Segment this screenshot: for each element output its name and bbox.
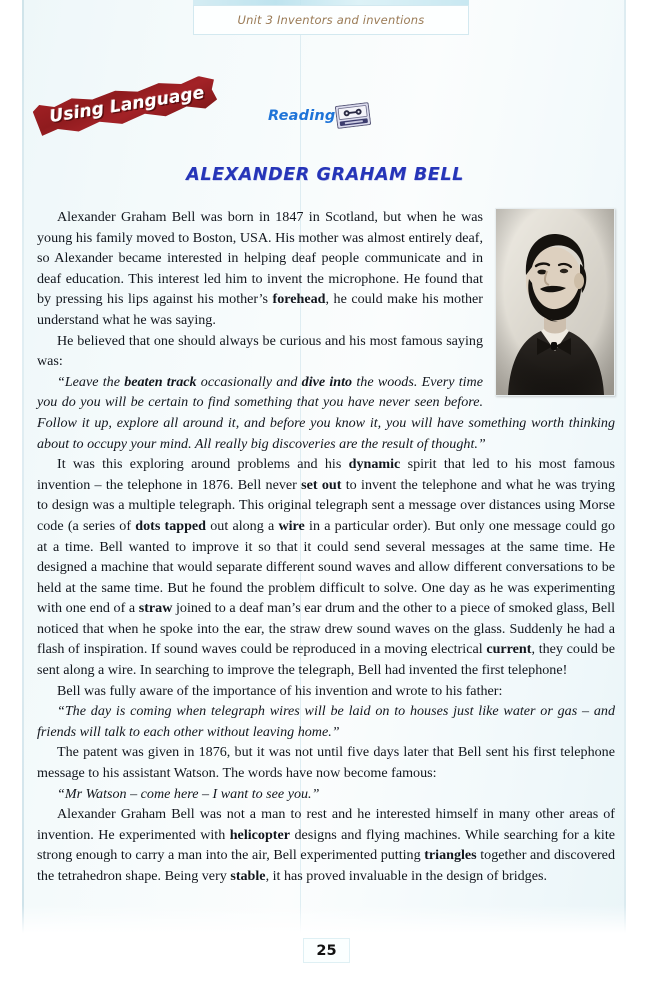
p6-text-c: together and discovered the tetrahedron shape. Being very	[37, 847, 615, 884]
paragraph-6	[37, 804, 615, 886]
paragraph-4: Bell was fully aware of the importance of his invention and wrote to his father:	[57, 682, 503, 699]
page-right-edge	[624, 0, 626, 935]
page-title: ALEXANDER GRAHAM BELL	[186, 165, 464, 185]
p3-bold-dots-tapped: dots tapped	[135, 517, 207, 534]
p3-bold-straw: straw	[138, 600, 173, 617]
banner-label: Using Language	[48, 82, 206, 128]
page-left-edge	[22, 0, 24, 935]
using-language-banner	[33, 82, 217, 130]
p6-text-b: designs and flying machines. While searching for a kite strong enough to carry a man into the air, Bell experimented putting	[37, 826, 616, 864]
p3-text-f: joined to a deaf man’s ear drum and the other to a piece of smoked glass, Bell noticed that when he spoke into the ear, the straw drew sound waves on the glass. Suddenly he had a flash of inspiration. If sound waves could be reproduced in a moving electrical	[37, 600, 616, 658]
alexander-graham-bell-portrait	[495, 208, 615, 396]
paragraph-2: He believed that one should always be curious and his most famous saying was:	[37, 332, 483, 370]
p3-text-d: out along a	[206, 517, 279, 534]
q1-text-b: occasionally and	[196, 373, 302, 390]
p3-text-a: It was this exploring around problems and his	[57, 456, 349, 473]
p3-bold-set-out: set out	[301, 476, 342, 493]
p6-text-d: , it has proved invaluable in the design of bridges.	[265, 868, 547, 884]
page-number-box	[303, 938, 350, 963]
p3-text-c: to invent the telephone and what he was trying to design was a multiple telegraph. This original telegraph sent a message over distances using Morse code (a series of	[37, 476, 615, 534]
article-body	[37, 207, 615, 887]
p1-text-a: Alexander Graham Bell was born in 1847 in Scotland, but when he was young his family moved to Boston, USA. His mother was almost entirely deaf, so Alexander became interested in helping deaf people communicate and in deaf education. This interest led him to invent the microphone. He found that by pressing his lips against his mother’s	[37, 209, 483, 308]
q1-text-a: “Leave the	[57, 373, 125, 390]
page-number: 25	[316, 942, 337, 959]
reading-section-label: Reading	[268, 108, 336, 124]
p3-text-b: spirit that led to his most famous invention – the telephone in 1876. Bell never	[37, 456, 615, 493]
p3-text-g: , they could be sent along a wire. In searching to improve the telegraph, Bell had invented the first telephone!	[37, 641, 615, 679]
q1-bold-beaten-track: beaten track	[124, 373, 197, 390]
q1-text-c: the woods. Every time you do you will be certain to find something that you have never seen before. Follow it up, explore all around it, and before you know it, you will have something worth thinking about to occupy your mind. All really big discoveries are the result of thought.”	[37, 373, 615, 452]
unit-header-box	[193, 5, 469, 35]
paragraph-5: The patent was given in 1876, but it was not until five days later that Bell sent his first telephone message to his assistant Watson. The words have now become famous:	[37, 744, 615, 782]
unit-header	[193, 0, 469, 38]
p6-text-a: Alexander Graham Bell was not a man to rest and he interested himself in many other areas of invention. He experimented with	[37, 806, 615, 843]
quote-letter-to-father: “The day is coming when telegraph wires will be laid on to houses just like water or gas – and friends will talk to each other without leaving home.”	[37, 703, 615, 740]
p3-text-e: in a particular order). But only one message could go at a time. Bell wanted to improve it so that it could send several messages at the same time. He designed a machine that would separate different sound waves and allow different conversations to be held at the same time. But he found the problem difficult to solve. One day as he was experimenting with one end of a	[37, 517, 615, 617]
paragraph-3	[37, 454, 615, 681]
q1-bold-dive-into: dive into	[301, 373, 353, 390]
quote-mr-watson: “Mr Watson – come here – I want to see you.”	[57, 785, 320, 802]
p3-bold-wire: wire	[278, 517, 305, 534]
p1-bold-forehead: forehead	[272, 291, 326, 308]
page-bottom-fade	[22, 905, 626, 937]
p3-bold-current: current	[486, 641, 532, 658]
p6-bold-stable: stable	[230, 868, 266, 884]
cassette-tape-icon	[335, 102, 372, 129]
unit-title: Unit 3 Inventors and inventions	[237, 13, 425, 27]
p6-bold-helicopter: helicopter	[229, 826, 290, 843]
p6-bold-triangles: triangles	[424, 847, 477, 864]
p3-bold-dynamic: dynamic	[348, 456, 401, 473]
p1-text-b: , he could make his mother understand what he was saying.	[37, 291, 483, 328]
